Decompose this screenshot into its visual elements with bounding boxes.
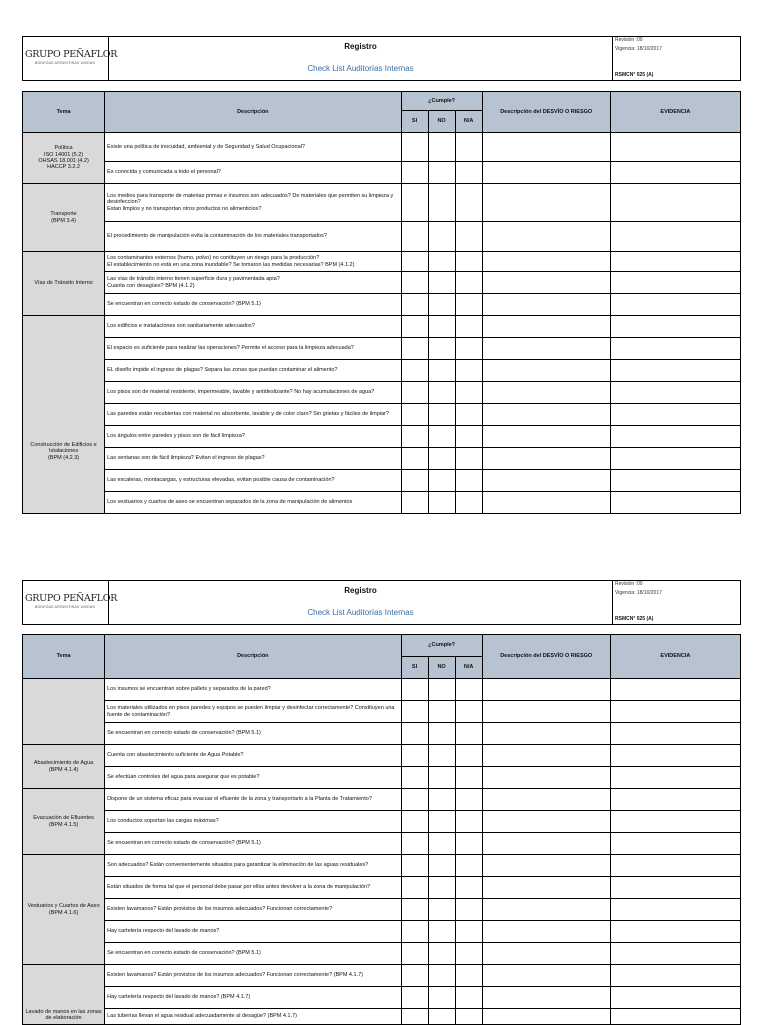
no-checkbox-cell[interactable] xyxy=(428,162,455,184)
descripcion-cell: Los conductos soportan las cargas máximas? xyxy=(105,811,401,833)
no-checkbox-cell[interactable] xyxy=(428,184,455,222)
vigencia-label: Vigencia: 18/10/2017 xyxy=(615,590,662,596)
table-row xyxy=(23,921,741,943)
na-checkbox-cell[interactable] xyxy=(455,789,482,811)
na-checkbox-cell[interactable] xyxy=(455,1009,482,1025)
column-header-cumple: ¿Cumple? xyxy=(401,635,482,657)
desvio-input-cell[interactable] xyxy=(482,382,610,404)
desvio-input-cell[interactable] xyxy=(482,987,610,1009)
evidencia-input-cell[interactable] xyxy=(610,426,740,448)
desvio-input-cell[interactable] xyxy=(482,1009,610,1025)
descripcion-cell: Están situados de forma tal que el personal debe pasar por ellos antes devolver a la zona de manipulación? xyxy=(105,877,401,899)
desvio-input-cell[interactable] xyxy=(482,789,610,811)
na-checkbox-cell[interactable] xyxy=(455,965,482,987)
na-checkbox-cell[interactable] xyxy=(455,921,482,943)
checklist-table xyxy=(22,634,741,1025)
evidencia-input-cell[interactable] xyxy=(610,404,740,426)
no-checkbox-cell[interactable] xyxy=(428,723,455,745)
table-row xyxy=(23,272,741,294)
si-checkbox-cell[interactable] xyxy=(401,723,428,745)
no-checkbox-cell[interactable] xyxy=(428,855,455,877)
tema-cell xyxy=(23,679,105,745)
no-checkbox-cell[interactable] xyxy=(428,899,455,921)
si-checkbox-cell[interactable] xyxy=(401,162,428,184)
evidencia-input-cell[interactable] xyxy=(610,811,740,833)
table-row xyxy=(23,162,741,184)
table-row xyxy=(23,404,741,426)
evidencia-input-cell[interactable] xyxy=(610,382,740,404)
desvio-input-cell[interactable] xyxy=(482,745,610,767)
no-checkbox-cell[interactable] xyxy=(428,745,455,767)
document-code: RSMCN° 025 (A) xyxy=(615,616,654,622)
descripcion-cell: Hay cartelería respecto del lavado de manos? (BPM 4.1.7) xyxy=(105,987,401,1009)
descripcion-cell: Los edificios e instalaciones son sanitariamente adecuados? xyxy=(105,316,401,338)
evidencia-input-cell[interactable] xyxy=(610,943,740,965)
si-checkbox-cell[interactable] xyxy=(401,184,428,222)
evidencia-input-cell[interactable] xyxy=(610,679,740,701)
na-checkbox-cell[interactable] xyxy=(455,767,482,789)
evidencia-input-cell[interactable] xyxy=(610,833,740,855)
table-row xyxy=(23,294,741,316)
column-header-no: NO xyxy=(428,657,455,679)
table-row xyxy=(23,360,741,382)
descripcion-cell: Es conocida y comunicada a todo el personal? xyxy=(105,162,401,184)
descripcion-cell: Los ángulos entre paredes y pisos son de fácil limpieza? xyxy=(105,426,401,448)
desvio-input-cell[interactable] xyxy=(482,723,610,745)
no-checkbox-cell[interactable] xyxy=(428,1009,455,1025)
desvio-input-cell[interactable] xyxy=(482,855,610,877)
descripcion-cell: Son adecuados? Están convenientemente situados para garantizar la eliminación de las aguas residuales? xyxy=(105,855,401,877)
table-row xyxy=(23,877,741,899)
na-checkbox-cell[interactable] xyxy=(455,133,482,162)
document-code: RSMCN° 025 (A) xyxy=(615,72,654,78)
na-checkbox-cell[interactable] xyxy=(455,745,482,767)
descripcion-cell: Los medios para transporte de materias primas e insumos son adecuados? De materiales que permiten su limpieza y desinfeccion? Estan limpios y no transportan otros productos no alimenticios? xyxy=(105,184,401,222)
evidencia-input-cell[interactable] xyxy=(610,294,740,316)
descripcion-cell: El procedimiento de manipulación evita la contaminación de los materiales transportados? xyxy=(105,222,401,252)
descripcion-cell: Las ventanas son de fácil limpieza? Evitan el ingreso de plagas? xyxy=(105,448,401,470)
header-title-block xyxy=(109,37,612,80)
desvio-input-cell[interactable] xyxy=(482,470,610,492)
si-checkbox-cell[interactable] xyxy=(401,877,428,899)
tema-cell: Evacuación de Efluentes (BPM 4.1.5) xyxy=(23,789,105,855)
evidencia-input-cell[interactable] xyxy=(610,316,740,338)
desvio-input-cell[interactable] xyxy=(482,877,610,899)
table-row xyxy=(23,426,741,448)
logo-brand: GRUPO PEÑAFLOR xyxy=(25,49,118,60)
na-checkbox-cell[interactable] xyxy=(455,360,482,382)
si-checkbox-cell[interactable] xyxy=(401,899,428,921)
si-checkbox-cell[interactable] xyxy=(401,965,428,987)
na-checkbox-cell[interactable] xyxy=(455,855,482,877)
revision-label: Revisión :00 xyxy=(615,37,643,43)
na-checkbox-cell[interactable] xyxy=(455,272,482,294)
no-checkbox-cell[interactable] xyxy=(428,701,455,723)
na-checkbox-cell[interactable] xyxy=(455,701,482,723)
descripcion-cell: EL diseño impide el ingreso de plagas? Separa las zonas que puedan contaminar el alimento? xyxy=(105,360,401,382)
header-revision-block xyxy=(612,37,742,80)
si-checkbox-cell[interactable] xyxy=(401,1009,428,1025)
desvio-input-cell[interactable] xyxy=(482,943,610,965)
column-header-si: SI xyxy=(401,111,428,133)
no-checkbox-cell[interactable] xyxy=(428,252,455,272)
descripcion-cell: Se encuentran en correcto estado de conservación? (BPM 5.1) xyxy=(105,723,401,745)
desvio-input-cell[interactable] xyxy=(482,448,610,470)
column-header-evidencia: EVIDENCIA xyxy=(610,92,740,133)
descripcion-cell: Se efectúan controles del agua para asegurar que es potable? xyxy=(105,767,401,789)
evidencia-input-cell[interactable] xyxy=(610,723,740,745)
no-checkbox-cell[interactable] xyxy=(428,294,455,316)
si-checkbox-cell[interactable] xyxy=(401,252,428,272)
si-checkbox-cell[interactable] xyxy=(401,855,428,877)
si-checkbox-cell[interactable] xyxy=(401,811,428,833)
na-checkbox-cell[interactable] xyxy=(455,294,482,316)
desvio-input-cell[interactable] xyxy=(482,222,610,252)
column-header-tema: Tema xyxy=(23,92,105,133)
evidencia-input-cell[interactable] xyxy=(610,448,740,470)
na-checkbox-cell[interactable] xyxy=(455,448,482,470)
desvio-input-cell[interactable] xyxy=(482,701,610,723)
evidencia-input-cell[interactable] xyxy=(610,877,740,899)
si-checkbox-cell[interactable] xyxy=(401,987,428,1009)
no-checkbox-cell[interactable] xyxy=(428,877,455,899)
document-header xyxy=(22,36,741,81)
document-title: Registro xyxy=(344,586,377,595)
si-checkbox-cell[interactable] xyxy=(401,745,428,767)
tema-cell: Política ISO 14001 (5.2) OHSAS 18.001 (4.2) HACCP 3.2.2 xyxy=(23,133,105,184)
desvio-input-cell[interactable] xyxy=(482,162,610,184)
desvio-input-cell[interactable] xyxy=(482,899,610,921)
descripcion-cell: Las paredes están recubiertas con material no absorbente, lavable y de color claro? Sin grietas y fáciles de limpiar? xyxy=(105,404,401,426)
evidencia-input-cell[interactable] xyxy=(610,133,740,162)
desvio-input-cell[interactable] xyxy=(482,767,610,789)
desvio-input-cell[interactable] xyxy=(482,811,610,833)
desvio-input-cell[interactable] xyxy=(482,679,610,701)
no-checkbox-cell[interactable] xyxy=(428,316,455,338)
evidencia-input-cell[interactable] xyxy=(610,701,740,723)
si-checkbox-cell[interactable] xyxy=(401,338,428,360)
desvio-input-cell[interactable] xyxy=(482,426,610,448)
column-header-evidencia: EVIDENCIA xyxy=(610,635,740,679)
si-checkbox-cell[interactable] xyxy=(401,492,428,514)
evidencia-input-cell[interactable] xyxy=(610,745,740,767)
no-checkbox-cell[interactable] xyxy=(428,492,455,514)
si-checkbox-cell[interactable] xyxy=(401,767,428,789)
table-row xyxy=(23,222,741,252)
tema-cell: Vestuarios y Cuartos de Aseo (BPM 4.1.6) xyxy=(23,855,105,965)
descripcion-cell: Existen lavamanos? Están provistos de los insumos adecuados? Funcionan correctamente? xyxy=(105,899,401,921)
descripcion-cell: Hay cartelería respecto del lavado de manos? xyxy=(105,921,401,943)
na-checkbox-cell[interactable] xyxy=(455,987,482,1009)
evidencia-input-cell[interactable] xyxy=(610,767,740,789)
desvio-input-cell[interactable] xyxy=(482,272,610,294)
evidencia-input-cell[interactable] xyxy=(610,470,740,492)
si-checkbox-cell[interactable] xyxy=(401,426,428,448)
na-checkbox-cell[interactable] xyxy=(455,338,482,360)
evidencia-input-cell[interactable] xyxy=(610,789,740,811)
descripcion-cell: Los contaminantes externos (humo, polvo) no contituyen un riesgo para la producción? El establecimiento no está en una zona inundable? Se tomaron las medidas necesarias? BPM (4.1.2) xyxy=(105,252,401,272)
table-row xyxy=(23,723,741,745)
descripcion-cell: Se encuentran en correcto estado de conservación? (BPM 5.1) xyxy=(105,294,401,316)
company-logo xyxy=(23,37,118,80)
evidencia-input-cell[interactable] xyxy=(610,921,740,943)
na-checkbox-cell[interactable] xyxy=(455,833,482,855)
table-row xyxy=(23,492,741,514)
logo-brand: GRUPO PEÑAFLOR xyxy=(25,593,118,604)
column-header-desvio: Descripción del DESVÍO O RIESGO xyxy=(482,635,610,679)
no-checkbox-cell[interactable] xyxy=(428,679,455,701)
table-row xyxy=(23,943,741,965)
descripcion-cell: Las vías de tránsito interno tienen superficie dura y pavimentada apta? Cuanta con desagües? BPM (4.1.2) xyxy=(105,272,401,294)
column-header-descripcion: Descripción xyxy=(105,92,401,133)
column-header-na: N/A xyxy=(455,111,482,133)
no-checkbox-cell[interactable] xyxy=(428,272,455,294)
evidencia-input-cell[interactable] xyxy=(610,184,740,222)
revision-label: Revisión :00 xyxy=(615,581,643,587)
no-checkbox-cell[interactable] xyxy=(428,448,455,470)
descripcion-cell: Las escaleras, montacargas, y estructuras elevadas, evitan posible causa de contaminación? xyxy=(105,470,401,492)
table-row xyxy=(23,987,741,1009)
na-checkbox-cell[interactable] xyxy=(455,899,482,921)
desvio-input-cell[interactable] xyxy=(482,492,610,514)
evidencia-input-cell[interactable] xyxy=(610,252,740,272)
descripcion-cell: Los pisos son de material resistente, impermeable, lavable y antideslizante? No hay acumulaciones de agua? xyxy=(105,382,401,404)
si-checkbox-cell[interactable] xyxy=(401,448,428,470)
column-header-no: NO xyxy=(428,111,455,133)
logo-subtitle: BODEGAS ARGENTINAS UNIDAS xyxy=(34,61,96,65)
no-checkbox-cell[interactable] xyxy=(428,360,455,382)
desvio-input-cell[interactable] xyxy=(482,921,610,943)
header-title-block xyxy=(109,581,612,624)
header-revision-block xyxy=(612,581,742,624)
document-subtitle: Check List Auditorías Internas xyxy=(307,608,414,617)
no-checkbox-cell[interactable] xyxy=(428,987,455,1009)
na-checkbox-cell[interactable] xyxy=(455,723,482,745)
no-checkbox-cell[interactable] xyxy=(428,338,455,360)
table-row xyxy=(23,789,741,811)
si-checkbox-cell[interactable] xyxy=(401,833,428,855)
vigencia-label: Vigencia: 18/10/2017 xyxy=(615,46,662,52)
evidencia-input-cell[interactable] xyxy=(610,338,740,360)
table-row xyxy=(23,1009,741,1025)
table-row xyxy=(23,316,741,338)
table-row xyxy=(23,448,741,470)
descripcion-cell: Los insumos se encuentran sobre pallets y separados de la pared? xyxy=(105,679,401,701)
no-checkbox-cell[interactable] xyxy=(428,133,455,162)
si-checkbox-cell[interactable] xyxy=(401,921,428,943)
no-checkbox-cell[interactable] xyxy=(428,426,455,448)
document-title: Registro xyxy=(344,42,377,51)
no-checkbox-cell[interactable] xyxy=(428,965,455,987)
descripcion-cell: Existe una política de inocuidad, ambiental y de Seguridad y Salud Ocupacional? xyxy=(105,133,401,162)
descripcion-cell: Se encuentran en correcto estado de conservación? (BPM 5.1) xyxy=(105,943,401,965)
table-row xyxy=(23,767,741,789)
tema-cell: Lavado de manos en las zonas de elaboración xyxy=(23,965,105,1025)
evidencia-input-cell[interactable] xyxy=(610,222,740,252)
no-checkbox-cell[interactable] xyxy=(428,789,455,811)
descripcion-cell: Se encuentran en correcto estado de conservación? (BPM 5.1) xyxy=(105,833,401,855)
na-checkbox-cell[interactable] xyxy=(455,943,482,965)
descripcion-cell: Cuenta con abastecimiento suficiente de Agua Potable? xyxy=(105,745,401,767)
table-row xyxy=(23,133,741,162)
na-checkbox-cell[interactable] xyxy=(455,426,482,448)
column-header-descripcion: Descripción xyxy=(105,635,401,679)
desvio-input-cell[interactable] xyxy=(482,294,610,316)
column-header-si: SI xyxy=(401,657,428,679)
table-row xyxy=(23,382,741,404)
table-row xyxy=(23,679,741,701)
company-logo xyxy=(23,581,118,624)
evidencia-input-cell[interactable] xyxy=(610,899,740,921)
na-checkbox-cell[interactable] xyxy=(455,222,482,252)
checklist-table xyxy=(22,91,741,514)
si-checkbox-cell[interactable] xyxy=(401,222,428,252)
evidencia-input-cell[interactable] xyxy=(610,360,740,382)
na-checkbox-cell[interactable] xyxy=(455,382,482,404)
tema-cell: Abastecimiento de Agua (BPM 4.1.4) xyxy=(23,745,105,789)
si-checkbox-cell[interactable] xyxy=(401,272,428,294)
si-checkbox-cell[interactable] xyxy=(401,316,428,338)
desvio-input-cell[interactable] xyxy=(482,965,610,987)
column-header-desvio: Descripción del DESVÍO O RIESGO xyxy=(482,92,610,133)
no-checkbox-cell[interactable] xyxy=(428,767,455,789)
na-checkbox-cell[interactable] xyxy=(455,404,482,426)
evidencia-input-cell[interactable] xyxy=(610,272,740,294)
table-row xyxy=(23,252,741,272)
column-header-na: N/A xyxy=(455,657,482,679)
no-checkbox-cell[interactable] xyxy=(428,222,455,252)
descripcion-cell: Los vestuarios y cuartos de aseo se encuentran separados de la zona de manipulación de alimentos xyxy=(105,492,401,514)
evidencia-input-cell[interactable] xyxy=(610,162,740,184)
desvio-input-cell[interactable] xyxy=(482,338,610,360)
si-checkbox-cell[interactable] xyxy=(401,360,428,382)
document-header xyxy=(22,580,741,625)
table-row xyxy=(23,899,741,921)
column-header-cumple: ¿Cumple? xyxy=(401,92,482,111)
no-checkbox-cell[interactable] xyxy=(428,833,455,855)
tema-cell: Transporte (BPM 3.4) xyxy=(23,184,105,252)
na-checkbox-cell[interactable] xyxy=(455,184,482,222)
si-checkbox-cell[interactable] xyxy=(401,404,428,426)
no-checkbox-cell[interactable] xyxy=(428,943,455,965)
desvio-input-cell[interactable] xyxy=(482,404,610,426)
column-header-tema: Tema xyxy=(23,635,105,679)
desvio-input-cell[interactable] xyxy=(482,184,610,222)
descripcion-cell: Las tuberías llevan el agua residual adecuadamente al desagüe? (BPM 4.1.7) xyxy=(105,1009,401,1025)
na-checkbox-cell[interactable] xyxy=(455,811,482,833)
no-checkbox-cell[interactable] xyxy=(428,811,455,833)
table-row xyxy=(23,470,741,492)
no-checkbox-cell[interactable] xyxy=(428,921,455,943)
evidencia-input-cell[interactable] xyxy=(610,987,740,1009)
evidencia-input-cell[interactable] xyxy=(610,855,740,877)
desvio-input-cell[interactable] xyxy=(482,133,610,162)
evidencia-input-cell[interactable] xyxy=(610,965,740,987)
si-checkbox-cell[interactable] xyxy=(401,679,428,701)
table-row xyxy=(23,965,741,987)
descripcion-cell: Existen lavamanos? Están provistos de los insumos adecuados? Funcionan correctamente? (BPM 4.1.7) xyxy=(105,965,401,987)
na-checkbox-cell[interactable] xyxy=(455,316,482,338)
na-checkbox-cell[interactable] xyxy=(455,470,482,492)
table-row xyxy=(23,811,741,833)
table-row xyxy=(23,184,741,222)
table-row xyxy=(23,745,741,767)
na-checkbox-cell[interactable] xyxy=(455,679,482,701)
no-checkbox-cell[interactable] xyxy=(428,404,455,426)
no-checkbox-cell[interactable] xyxy=(428,382,455,404)
si-checkbox-cell[interactable] xyxy=(401,789,428,811)
si-checkbox-cell[interactable] xyxy=(401,133,428,162)
si-checkbox-cell[interactable] xyxy=(401,943,428,965)
table-row xyxy=(23,833,741,855)
table-row xyxy=(23,855,741,877)
na-checkbox-cell[interactable] xyxy=(455,252,482,272)
desvio-input-cell[interactable] xyxy=(482,316,610,338)
si-checkbox-cell[interactable] xyxy=(401,382,428,404)
desvio-input-cell[interactable] xyxy=(482,833,610,855)
si-checkbox-cell[interactable] xyxy=(401,701,428,723)
evidencia-input-cell[interactable] xyxy=(610,492,740,514)
table-row xyxy=(23,701,741,723)
si-checkbox-cell[interactable] xyxy=(401,470,428,492)
document-subtitle: Check List Auditorías Internas xyxy=(307,64,414,73)
si-checkbox-cell[interactable] xyxy=(401,294,428,316)
na-checkbox-cell[interactable] xyxy=(455,492,482,514)
table-row xyxy=(23,338,741,360)
descripcion-cell: Dispone de un sistema eficaz para evacuar el efluente de la zona y transportarlo a la Planta de Tratamiento? xyxy=(105,789,401,811)
descripcion-cell: Los materiales utilizados en pisos paredes y equipos se pueden limpiar y desinfectar correctamente? Constituyen una fuente de contaminación? xyxy=(105,701,401,723)
na-checkbox-cell[interactable] xyxy=(455,877,482,899)
no-checkbox-cell[interactable] xyxy=(428,470,455,492)
tema-cell: Vías de Tránsito Interno xyxy=(23,252,105,316)
desvio-input-cell[interactable] xyxy=(482,360,610,382)
evidencia-input-cell[interactable] xyxy=(610,1009,740,1025)
tema-cell: Construcción de Edificios e Istalaciones (BPM (4.2.3) xyxy=(23,316,105,514)
descripcion-cell: El espacio es suficiente para realizar las operaciones? Permite el acceso para la limpieza adecuada? xyxy=(105,338,401,360)
logo-subtitle: BODEGAS ARGENTINAS UNIDAS xyxy=(34,605,96,609)
na-checkbox-cell[interactable] xyxy=(455,162,482,184)
desvio-input-cell[interactable] xyxy=(482,252,610,272)
